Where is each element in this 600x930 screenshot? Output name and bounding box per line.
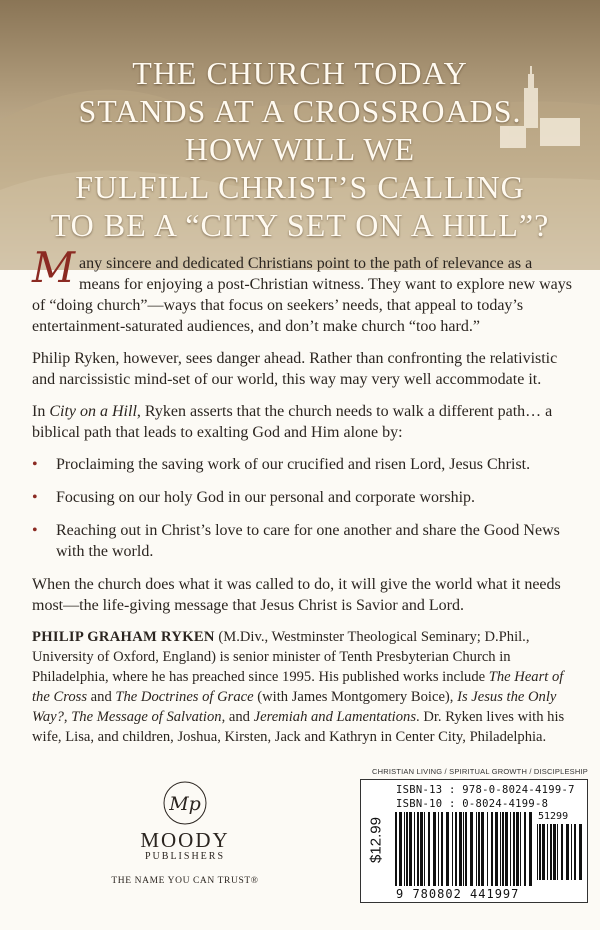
barcode-bar bbox=[524, 812, 526, 886]
moody-monogram-icon bbox=[162, 780, 208, 826]
work-title: The Heart of the Cross bbox=[32, 669, 564, 705]
monogram-text: Mp bbox=[169, 793, 201, 815]
barcode-bar bbox=[574, 824, 576, 880]
bullet-icon: • bbox=[32, 522, 38, 539]
barcode-bar bbox=[561, 824, 563, 880]
work-title: Jeremiah and Lamentations bbox=[253, 709, 417, 725]
barcode-bar bbox=[542, 824, 545, 880]
danger-paragraph: Philip Ryken, however, sees danger ahead. Rather than confronting the relativistic and narcissistic mind-set of our world, this way may very well accommodate it. bbox=[32, 350, 558, 388]
bio-text: (with James Montgomery Boice), bbox=[253, 689, 458, 705]
barcode-bar bbox=[547, 824, 548, 880]
bullet-text: Reaching out in Christ’s love to care for one another and share the Good News with the world. bbox=[56, 522, 560, 560]
barcode-bar bbox=[571, 824, 572, 880]
bio-text: and bbox=[87, 689, 116, 705]
barcode-digits: 9 780802 441997 bbox=[396, 887, 520, 901]
bio-text: , and bbox=[221, 709, 254, 725]
barcode-bar bbox=[455, 812, 457, 886]
intro-paragraph bbox=[32, 243, 572, 337]
publisher-sub: PUBLISHERS bbox=[144, 851, 225, 862]
barcode-bar bbox=[478, 812, 480, 886]
price-label bbox=[368, 790, 384, 890]
price-text: $12.99 bbox=[367, 817, 385, 863]
publisher-name: MOODY bbox=[140, 828, 230, 852]
barcode-bar bbox=[395, 812, 397, 886]
barcode-bar bbox=[579, 824, 582, 880]
barcode-bar bbox=[516, 812, 519, 886]
barcode-bar bbox=[414, 812, 415, 886]
barcode-bar bbox=[495, 812, 498, 886]
bio-text: , bbox=[63, 709, 72, 725]
barcode-bar bbox=[465, 812, 467, 886]
headline-line: TO BE A “CITY SET ON A HILL”? bbox=[50, 207, 550, 243]
barcode-bar bbox=[459, 812, 462, 886]
barcode-bar bbox=[500, 812, 501, 886]
barcode-bar bbox=[481, 812, 484, 886]
barcode-bar bbox=[491, 812, 493, 886]
headline bbox=[40, 54, 560, 244]
barcode-bar bbox=[502, 812, 504, 886]
headline-line: STANDS AT A CROSSROADS. bbox=[78, 93, 522, 129]
barcode-bar bbox=[553, 824, 556, 880]
publisher-tagline: THE NAME YOU CAN TRUST® bbox=[111, 876, 259, 886]
asserts-paragraph bbox=[32, 401, 572, 443]
barcode-bar bbox=[513, 812, 515, 886]
isbn10-text: ISBN-10 : 0-8024-4199-8 bbox=[396, 798, 549, 810]
barcode-bar bbox=[557, 824, 558, 880]
publisher-logo bbox=[95, 780, 275, 886]
barcode-bar bbox=[539, 824, 541, 880]
category-label: CHRISTIAN LIVING / SPIRITUAL GROWTH / DISCIPLESHIP bbox=[371, 767, 588, 776]
barcode-bar bbox=[529, 812, 532, 886]
list-item bbox=[32, 487, 572, 508]
drop-cap: M bbox=[32, 243, 76, 292]
bullet-text: Focusing on our holy God in our personal and corporate worship. bbox=[56, 489, 476, 506]
bullet-icon: • bbox=[32, 456, 38, 473]
barcode-bar bbox=[417, 812, 419, 886]
bio-text: (M.Div., Westminster Theological Seminary; D.Phil., University of Oxford, England) is senior minister of Tenth Presbyterian Church in Philadelphia, where he has preached since 1995. His published works include bbox=[32, 629, 530, 685]
barcode-bar bbox=[428, 812, 430, 886]
barcode-bar bbox=[404, 812, 405, 886]
book-title: City on a Hill bbox=[49, 403, 137, 420]
barcode-bar bbox=[510, 812, 511, 886]
author-bio bbox=[32, 627, 572, 747]
list-item bbox=[32, 454, 572, 475]
barcode-bar bbox=[537, 824, 538, 880]
asserts-post: , Ryken asserts that the church needs to walk a different path… a biblical path that leads to exalting God and Him alone by: bbox=[32, 403, 553, 441]
barcode-bar bbox=[406, 812, 408, 886]
asserts-pre: In bbox=[32, 403, 50, 420]
headline-line: HOW WILL WE bbox=[184, 131, 416, 167]
barcode-bar bbox=[476, 812, 477, 886]
barcode-bar bbox=[452, 812, 453, 886]
work-title: The Doctrines of Grace bbox=[115, 689, 254, 705]
barcode-bar bbox=[438, 812, 439, 886]
intro-text: any sincere and dedicated Christians point to the path of relevance as a means for enjoying a post-Christian witness. They want to explore new ways of “doing church”—ways that focus on seekers’ needs, that appeal to today’s entertainment-saturated audiences, and don’t make church “too hard.” bbox=[32, 255, 572, 335]
supplement-barcode bbox=[536, 824, 584, 880]
bullet-icon: • bbox=[32, 489, 38, 506]
list-item bbox=[32, 520, 572, 562]
barcode-bar bbox=[520, 812, 521, 886]
author-name: PHILIP GRAHAM RYKEN bbox=[32, 629, 215, 645]
barcode-bar bbox=[487, 812, 488, 886]
barcode-bar bbox=[505, 812, 508, 886]
barcode-bar bbox=[470, 812, 473, 886]
bullet-list bbox=[32, 454, 572, 562]
bio-text: . Dr. Ryken lives with his wife, Lisa, and children, Joshua, Kirsten, Jack and Kathryn in Center City, Philadelphia. bbox=[32, 709, 565, 745]
cover-copy bbox=[32, 243, 572, 747]
barcode-bar bbox=[446, 812, 449, 886]
closing-paragraph: When the church does what it was called to do, it will give the world what it needs most—the life-giving message that Jesus Christ is Savior and Lord. bbox=[32, 576, 561, 614]
barcode-bar bbox=[420, 812, 423, 886]
headline-line: FULFILL CHRIST’S CALLING bbox=[75, 169, 525, 205]
bullet-text: Proclaiming the saving work of our crucified and risen Lord, Jesus Christ. bbox=[56, 456, 531, 473]
barcode-bar bbox=[433, 812, 436, 886]
barcode-bar bbox=[463, 812, 464, 886]
barcode-bar bbox=[550, 824, 552, 880]
work-title: Is Jesus the Only Way? bbox=[32, 689, 557, 725]
barcode-bar bbox=[441, 812, 443, 886]
work-title: The Message of Salvation bbox=[71, 709, 222, 725]
barcode-bar bbox=[409, 812, 412, 886]
barcode-bar bbox=[424, 812, 425, 886]
supplement-number: 51299 bbox=[538, 811, 569, 822]
isbn13-text: ISBN-13 : 978-0-8024-4199-7 bbox=[396, 784, 575, 796]
barcode-bar bbox=[399, 812, 402, 886]
headline-line: THE CHURCH TODAY bbox=[132, 55, 468, 91]
barcode-bar bbox=[566, 824, 569, 880]
